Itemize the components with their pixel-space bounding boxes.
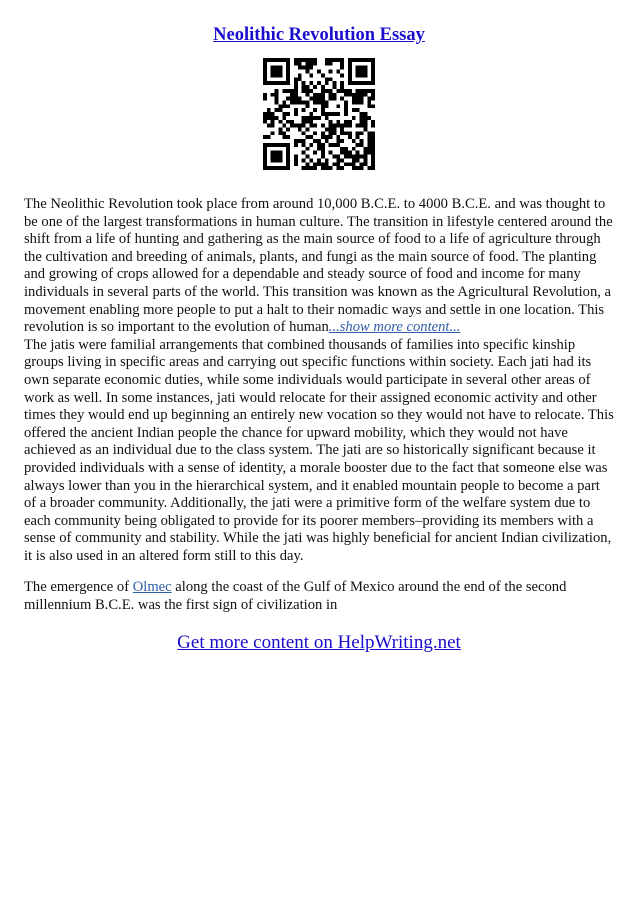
get-more-content-link[interactable]: Get more content on HelpWriting.net: [177, 631, 461, 653]
olmec-link[interactable]: Olmec: [132, 579, 172, 596]
paragraph-3-text-after: along the coast of the Gulf of Mexico around the end of the second millennium B.C.E. was the first sign of civilization in: [24, 579, 567, 614]
show-more-link[interactable]: ...show more content...: [328, 319, 461, 336]
qr-code-container: [24, 58, 614, 170]
paragraph-3-text-before: The emergence of: [24, 579, 133, 596]
title-link[interactable]: Neolithic Revolution Essay: [213, 25, 425, 45]
qr-code-icon[interactable]: [263, 58, 375, 170]
essay-paragraph-2: The jatis were familial arrangements that combined thousands of families into specific kinship groups living in specific areas and carrying out specific functions within society. Each jati had its own separate economic duties, while some individuals would participate in several other areas of work as well. In some instances, jati would relocate for their assigned economic activity and other times they would end up beginning an entirely new vocation so they would not have to relocate. This offered the ancient Indian people the chance for upward mobility, which they would not have achieved as an individual due to the class system. The jati are so historically significant because it provided individuals with a sense of identity, a morale booster due to the fact that someone else was always lower than you in the hierarchical system, and it enabled mountain people to become a part of a broader community. Additionally, the jati were a primitive form of the welfare system due to each community being obligated to provide for its poorer members–providing its members with a sense of community and stability. While the jati was highly beneficial for ancient Indian civilization, it is also used in an altered form still to this day.: [24, 336, 614, 564]
cta-container: [24, 631, 614, 655]
essay-body: [24, 196, 614, 615]
page-title: [24, 22, 614, 48]
essay-paragraph-3: [24, 579, 614, 614]
essay-paragraph-1: [24, 196, 614, 337]
paragraph-1-text: The Neolithic Revolution took place from around 10,000 B.C.E. to 4000 B.C.E. and was thought to be one of the largest transformations in human culture. The transition in lifestyle centered around the shift from a life of hunting and gathering as the main source of food to a life of agriculture through the cultivation and breeding of animals, plants, and fungi as the main source of food. The planting and growing of crops allowed for a dependable and steady source of food and income for many individuals in several parts of the world. This transition was known as the Agricultural Revolution, a movement enabling more people to put a halt to their nomadic ways and settle in one location. This revolution is so important to the evolution of human: [24, 196, 613, 336]
